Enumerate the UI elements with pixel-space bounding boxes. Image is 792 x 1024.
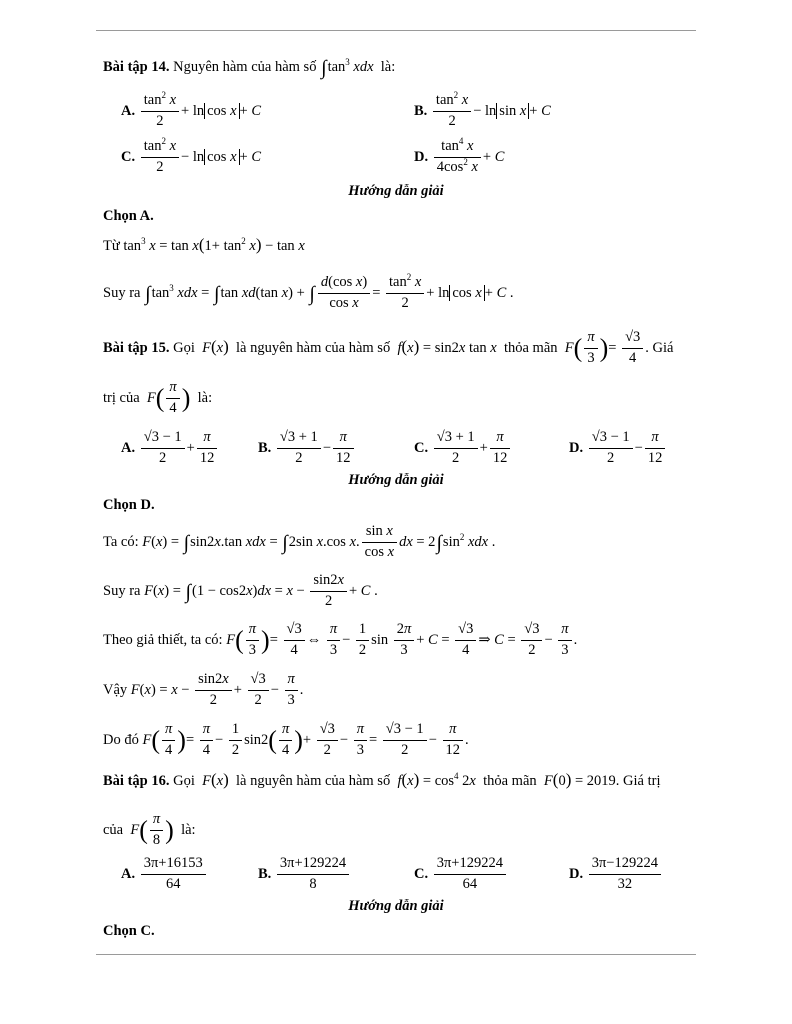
- ex15-question-line2: trị của F( $\frac{\pi}{4}$ ) là:: [103, 379, 213, 416]
- ex14-step1: Từ $\tan^3 x = \tan x(1+ \tan^2 x) - \tan x$: [103, 235, 305, 254]
- ex15-option-b[interactable]: B. $\frac{√3 + 1}{2}$ − $\frac{\pi}{12}$: [258, 430, 356, 467]
- ex15-step2: Suy ra F(x) = ∫(1 − cos2x)dx = x − $\frac{\sin 2x}{2}$ + C .: [103, 572, 378, 609]
- ex16-guide: Hướng dẫn giải: [348, 898, 444, 914]
- ex14-choose: Chọn A.: [103, 208, 154, 224]
- ex14-tail: là:: [380, 59, 396, 75]
- ex15-option-d[interactable]: D. $\frac{√3 - 1}{2}$ − $\frac{\pi}{12}$: [569, 430, 667, 467]
- top-rule: [96, 30, 696, 31]
- ex15-step4: Vậy F(x) = x − $\frac{\sin 2x}{2}$ + $\frac{√3}{2}$ − $\frac{\pi}{3}$ .: [103, 671, 304, 708]
- ex14-guide: Hướng dẫn giải: [348, 183, 444, 199]
- ex16-question-line1: Bài tập 16. Gọi F(x) là nguyên hàm của hàm số $f(x) = \cos^4 2x$ thỏa mãn F(0) = 2019. Giá trị: [103, 770, 661, 789]
- bottom-rule: [96, 954, 696, 955]
- ex15-step3: Theo giả thiết, ta có: F( $\frac{\pi}{3}$ )= $\frac{√3}{4}$ ⇔ $\frac{\pi}{3}$ − $\frac{1}{2}$ sin $\frac{2\pi}{3}$ + C = $\frac{√3}{4}$ ⇒ C = $\frac{√3}{2}$ − $\frac{\pi}{3}$ .: [103, 621, 578, 658]
- ex14-option-c[interactable]: C. $\frac{\tan^2 x}{2}$ − ln cos x + C: [121, 136, 261, 175]
- ex15-step1: Ta có: F(x) = ∫sin2x.tan xdx = ∫2sin x.cos x. $\frac{\text{sin x}}{\text{cos x}}$ dx = $2\int\sin^2$ xdx .: [103, 523, 496, 560]
- ex16-option-a[interactable]: A. $\frac{3\pi+16153}{64}$: [121, 856, 208, 893]
- ex14-question: Bài tập 14. Nguyên hàm của hàm số $\int\tan^3$ xdx là:: [103, 57, 396, 79]
- ex16-choose: Chọn C.: [103, 923, 155, 939]
- ex16-option-c[interactable]: C. $\frac{3\pi+129224}{64}$: [414, 856, 508, 893]
- ex15-question-line1: Bài tập 15. Gọi F(x) là nguyên hàm của hàm số f(x) = sin2x tan x thỏa mãn F( $\frac{\pi}{3}$ )= $\frac{√3}{4}$ . Giá: [103, 329, 674, 366]
- ex16-option-d[interactable]: D. $\frac{3\pi-129224}{32}$: [569, 856, 663, 893]
- ex14-step2: Suy ra $\int\tan^3$ xdx = ∫tan xd(tan x) + ∫ $\frac{\text{d(cos x)}}{\text{cos x}}$ = $\frac{\tan^2 x}{2}$ + ln cos x + C .: [103, 272, 514, 311]
- ex14-option-b[interactable]: B. $\frac{\tan^2 x}{2}$ − ln sin x + C: [414, 90, 551, 129]
- ex14-option-d[interactable]: D. $\frac{\tan^4 x}{4\cos^2 x}$ + C: [414, 136, 505, 175]
- ex14-heading: Bài tập 14.: [103, 59, 170, 75]
- ex15-heading: Bài tập 15.: [103, 339, 170, 356]
- ex14-option-a[interactable]: A. $\frac{\tan^2 x}{2}$ + ln cos x + C: [121, 90, 261, 129]
- ex15-option-c[interactable]: C. $\frac{√3 + 1}{2}$ + $\frac{\pi}{12}$: [414, 430, 512, 467]
- ex16-heading: Bài tập 16.: [103, 773, 170, 789]
- ex15-step5: Do đó F( $\frac{\pi}{4}$ )= $\frac{\pi}{4}$ − $\frac{1}{2}$ sin2( $\frac{\pi}{4}$ )+ $\frac{√3}{2}$ − $\frac{\pi}{3}$ = $\frac{√3 - 1}{2}$ − $\frac{\pi}{12}$ .: [103, 721, 469, 758]
- ex15-choose: Chọn D.: [103, 497, 155, 513]
- ex15-guide: Hướng dẫn giải: [348, 472, 444, 488]
- ex14-stem: Nguyên hàm của hàm số: [173, 59, 317, 75]
- ex16-question-line2: của F( $\frac{\pi}{8}$ ) là:: [103, 811, 196, 848]
- ex16-option-b[interactable]: B. $\frac{3\pi+129224}{8}$: [258, 856, 351, 893]
- ex15-option-a[interactable]: A. $\frac{√3 - 1}{2}$ + $\frac{\pi}{12}$: [121, 430, 219, 467]
